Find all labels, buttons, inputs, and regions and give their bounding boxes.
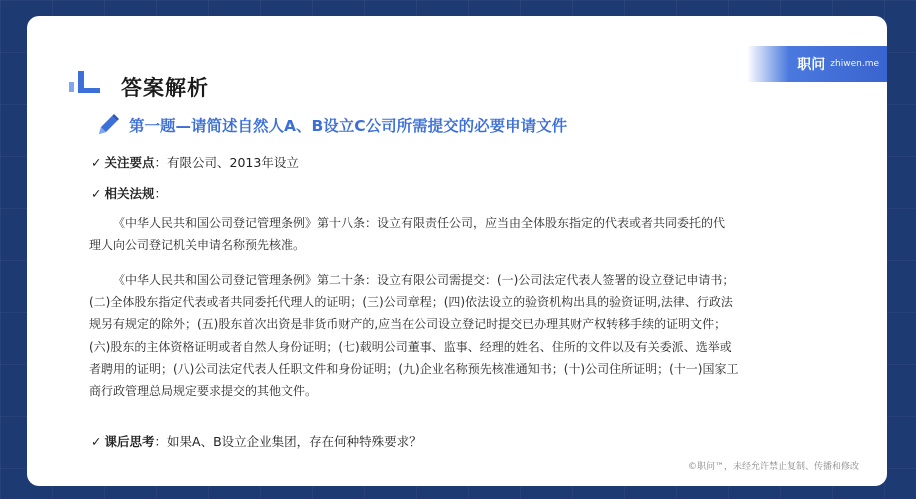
focus-sep: ： bbox=[154, 155, 168, 170]
brand-name: 职问 bbox=[797, 57, 826, 73]
paragraph-line: 《中华人民共和国公司登记管理条例》第十八条：设立有限责任公司，应当由全体股东指定的代表或者共同委托的代 bbox=[113, 216, 726, 230]
paragraph-line: (六)股东的主体资格证明或者自然人身份证明；(七)载明公司董事、监事、经理的姓名、住所的文件以及有关委派、选举或 bbox=[89, 339, 732, 354]
paragraph-line: 《中华人民共和国公司登记管理条例》第二十条：设立有限公司需提交：(一)公司法定代表人签署的设立登记申请书； bbox=[113, 273, 735, 287]
after-class-question bbox=[91, 432, 422, 450]
paragraph-line: 商行政管理总局规定要求提交的其他文件。 bbox=[89, 384, 318, 399]
paragraph-line: 者聘用的证明；(八)公司法定代表人任职文件和身份证明；(九)企业名称预先核准通知书；(十)公司住所证明；(十一)国家工 bbox=[89, 361, 739, 376]
focus-value: 有限公司、2013年设立 bbox=[167, 155, 299, 170]
paragraph-line: 理人向公司登记机关申请名称预先核准。 bbox=[89, 238, 306, 253]
brand-domain: zhiwen.me bbox=[830, 59, 879, 69]
laws-sep: ： bbox=[154, 186, 168, 201]
related-laws bbox=[91, 184, 167, 202]
pencil-icon bbox=[95, 112, 121, 138]
brand-banner bbox=[747, 46, 887, 82]
check-icon: ✓ bbox=[91, 155, 102, 170]
slide-card bbox=[27, 16, 887, 486]
paragraph-line: 规另有规定的除外；(五)股东首次出资是非货币财产的,应当在公司设立登记时提交已办理其财产权转移手续的证明文件； bbox=[89, 317, 727, 332]
check-icon: ✓ bbox=[91, 434, 102, 449]
copyright-note: ©职问™，未经允许禁止复制、传播和修改 bbox=[687, 462, 859, 472]
question-heading bbox=[95, 112, 567, 138]
logo-mark-icon bbox=[69, 68, 103, 98]
check-icon: ✓ bbox=[91, 186, 102, 201]
paragraph-line: (二)全体股东指定代表或者共同委托代理人的证明；(三)公司章程；(四)依法设立的验资机构出具的验资证明,法律、行政法 bbox=[89, 295, 733, 310]
laws-label: 相关法规 bbox=[104, 186, 155, 201]
question-title: 第一题—请简述自然人A、B设立C公司所需提交的必要申请文件 bbox=[129, 117, 568, 135]
focus-label: 关注要点 bbox=[104, 155, 155, 170]
focus-points bbox=[91, 153, 299, 171]
law-paragraph-20 bbox=[89, 269, 847, 402]
afterclass-sep: ： bbox=[154, 434, 168, 449]
law-paragraph-18 bbox=[89, 212, 847, 256]
page-title: 答案解析 bbox=[121, 76, 209, 100]
afterclass-label: 课后思考 bbox=[104, 434, 155, 449]
afterclass-value: 如果A、B设立企业集团，存在何种特殊要求？ bbox=[167, 434, 422, 449]
